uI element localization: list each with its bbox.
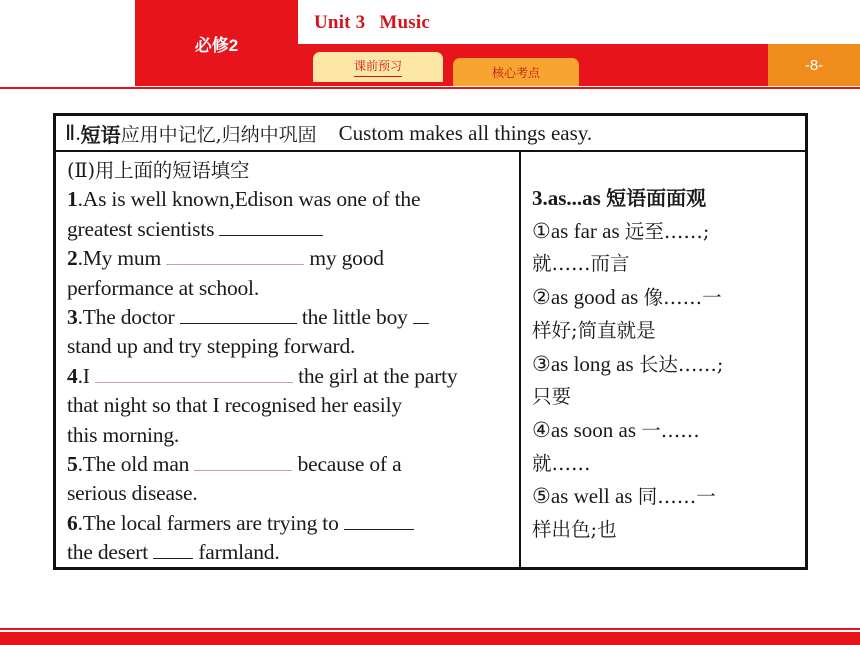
notes-item-5: ⑤as well as 同……一 样出色;也	[532, 484, 716, 542]
answer-blank[interactable]	[95, 382, 293, 383]
exercise-item-4: 4.I the girl at the party that night so that I recognised her easily this morning.	[67, 363, 458, 447]
exercise-item-3: 3.The doctor the little boy stand up and try stepping forward.	[67, 303, 515, 362]
answer-blank[interactable]	[153, 558, 193, 559]
exercise-table	[53, 113, 808, 570]
notes-item-2: ②as good as 像……一 样好;简直就是	[532, 285, 722, 342]
notes-column	[532, 182, 802, 547]
tab-preview[interactable]	[313, 52, 443, 82]
answer-blank[interactable]	[344, 529, 414, 530]
section-title-bold: 短语	[80, 122, 121, 147]
notes-item-1: ①as far as 远至……; 就……而言	[532, 218, 710, 276]
section-roman: Ⅱ	[65, 120, 76, 145]
book-label: 必修2	[135, 0, 298, 86]
unit-label: Unit 3	[314, 12, 366, 33]
exercise-item-5: 5.The old man because of a serious disease.	[67, 452, 402, 506]
exercise-item-1: 1.As is well known,Edison was one of the greatest scientists	[67, 187, 421, 241]
unit-topic: Music	[379, 12, 430, 33]
section-title: 应用中记忆,归纳中巩固	[120, 123, 317, 146]
answer-blank[interactable]	[166, 264, 304, 265]
tab-key-points-label: 核心考点	[491, 65, 540, 80]
header-divider	[0, 87, 860, 89]
answer-blank[interactable]	[180, 323, 297, 324]
unit-title	[314, 12, 430, 34]
exercise-column	[67, 156, 515, 568]
answer-blank[interactable]	[413, 323, 429, 324]
notes-title: 3.as...as 短语面面观	[532, 186, 707, 210]
footer-bar	[0, 632, 860, 645]
tab-key-points[interactable]	[453, 58, 579, 86]
answer-blank[interactable]	[194, 470, 292, 471]
exercise-item-6: 6.The local farmers are trying to the desert farmland.	[67, 509, 515, 568]
answer-blank[interactable]	[219, 235, 323, 236]
exercise-item-2: 2.My mum my good performance at school.	[67, 246, 384, 300]
exercise-subtitle: (Ⅱ)用上面的短语填空	[67, 159, 250, 182]
section-header: Ⅱ . 短语 应用中记忆,归纳中巩固 Custom makes all things easy.	[56, 116, 805, 152]
tab-preview-label: 课前预习	[354, 57, 402, 77]
notes-item-3: ③as long as 长达……; 只要	[532, 351, 724, 409]
page-number: -8-	[768, 44, 860, 86]
notes-item-4: ④as soon as 一…… 就……	[532, 417, 700, 475]
section-proverb: Custom makes all things easy.	[338, 120, 593, 145]
column-divider	[519, 152, 521, 567]
